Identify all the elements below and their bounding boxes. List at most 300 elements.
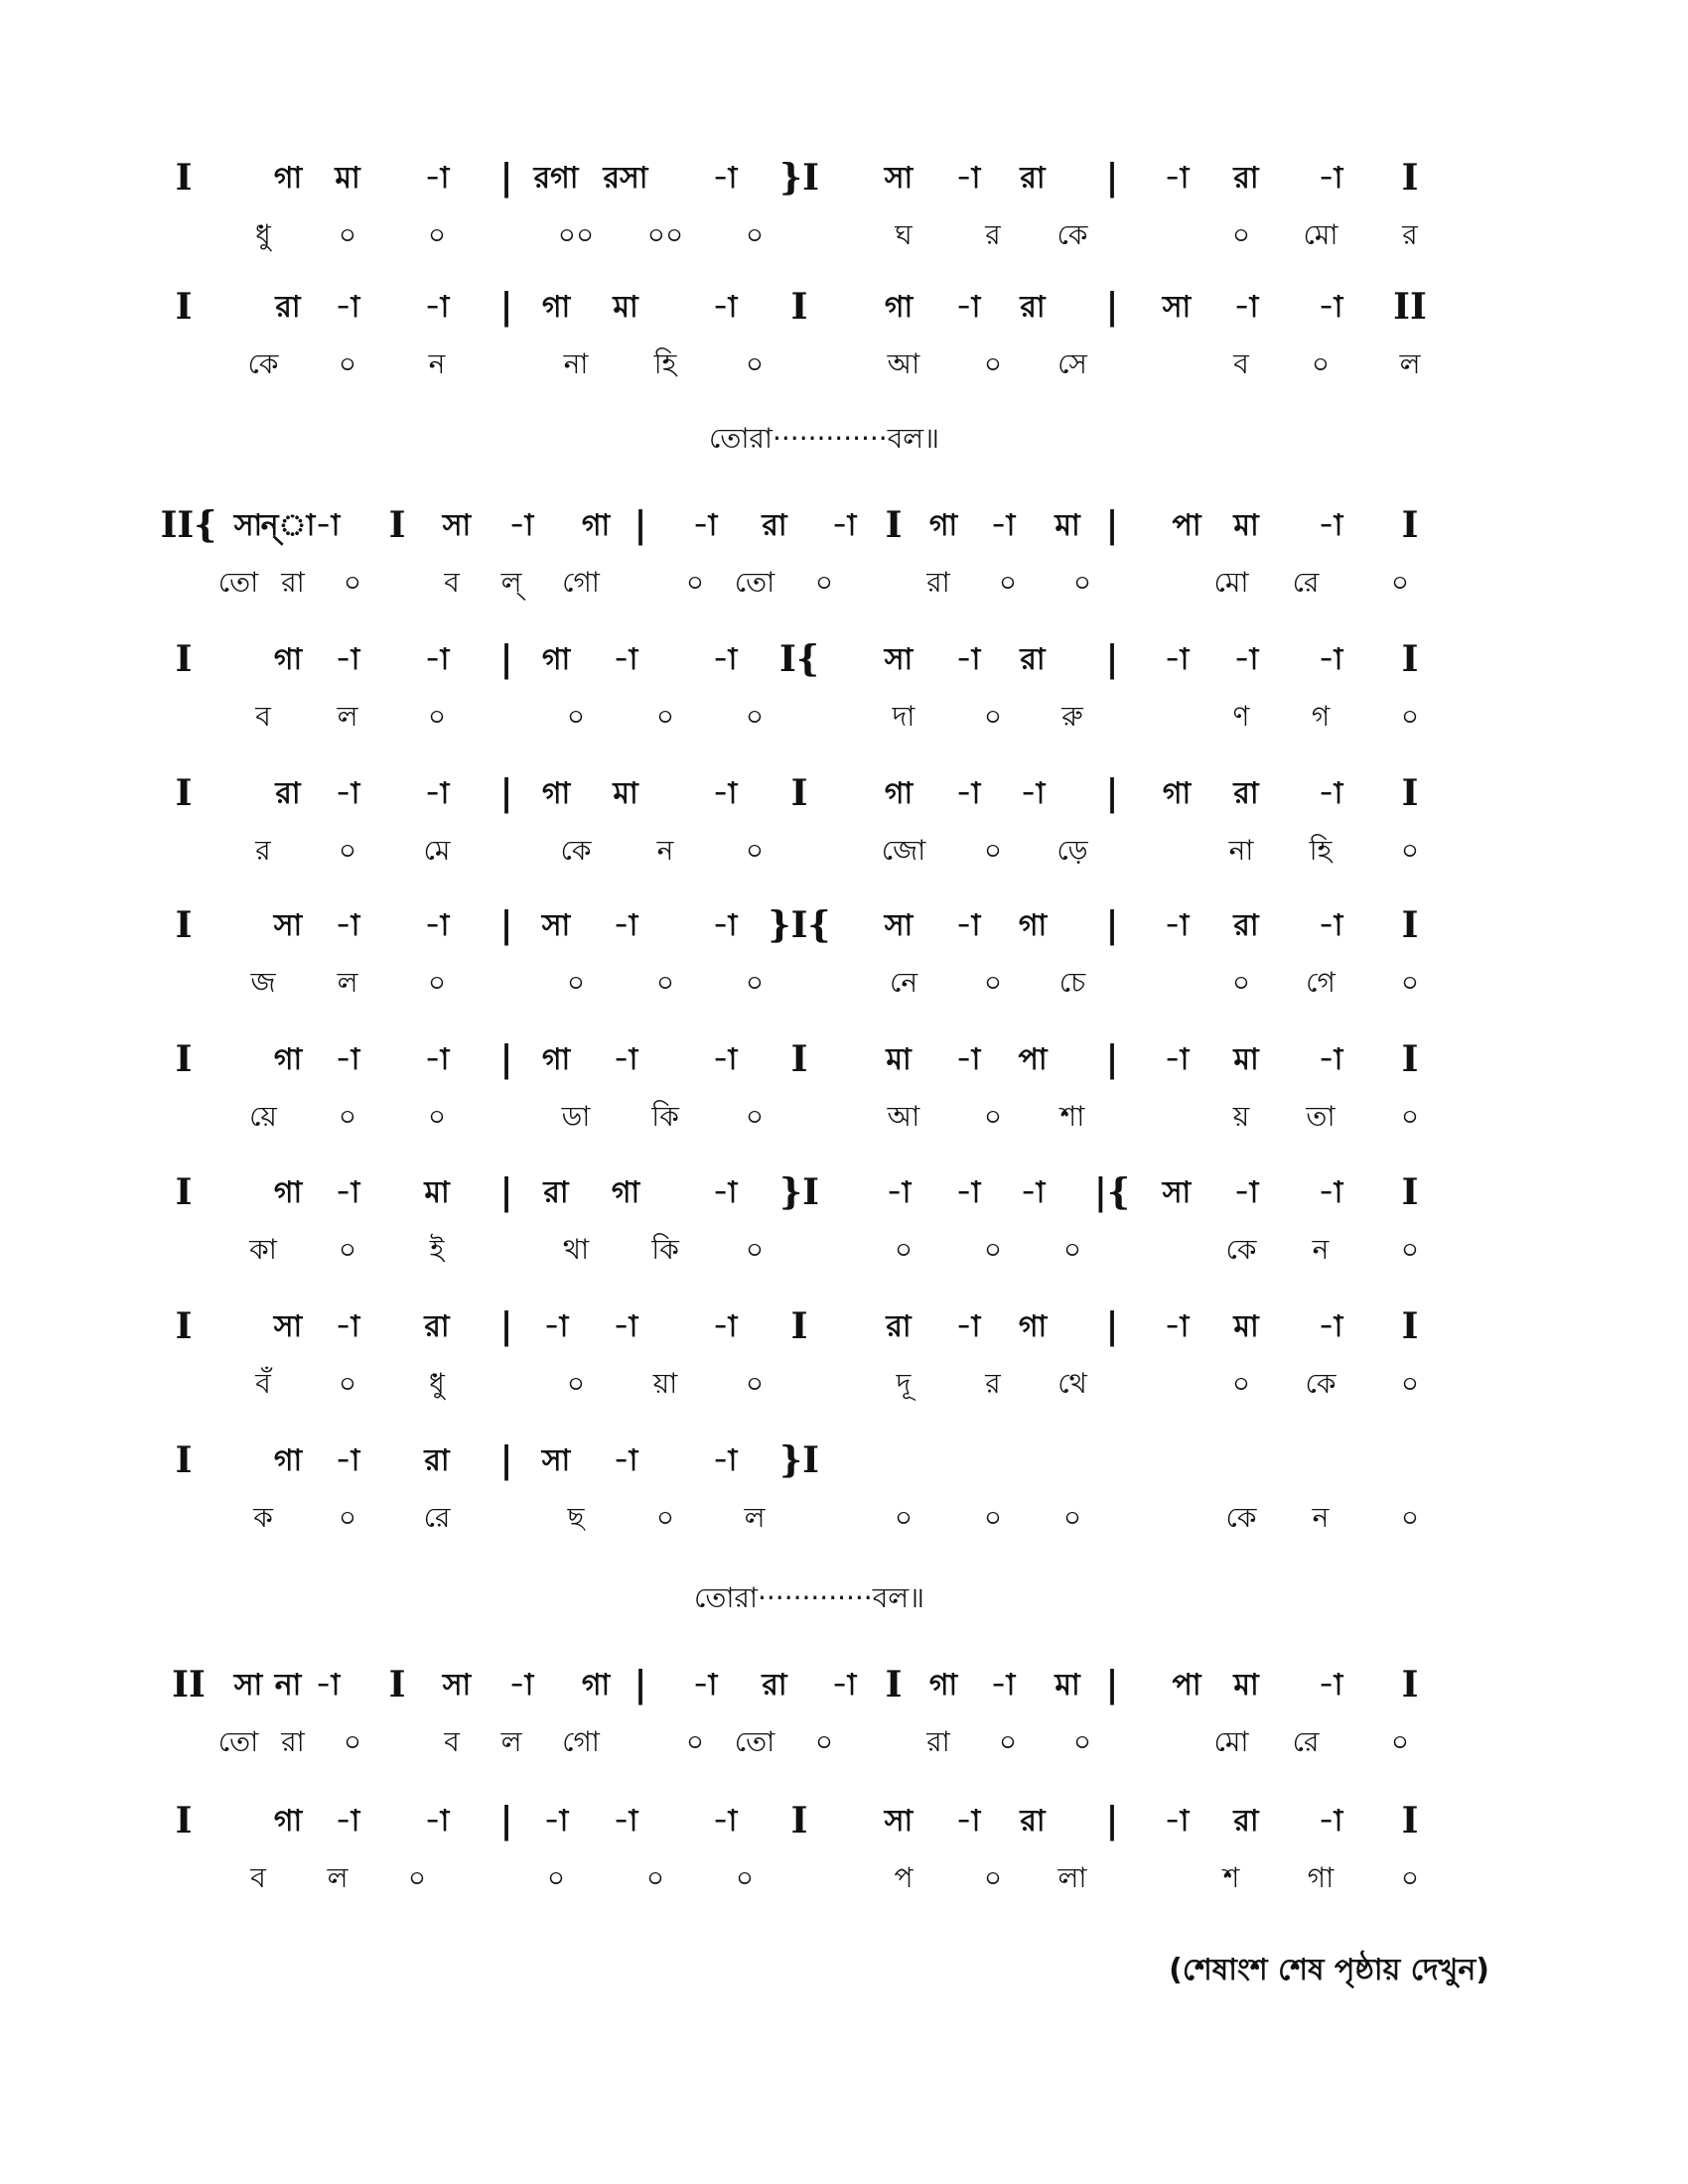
lyric-syllable: ণ (1232, 700, 1250, 733)
swara-note: গা (541, 1042, 571, 1077)
barline-marker: }I (779, 1439, 819, 1481)
lyric-syllable: ০ (338, 1367, 357, 1400)
swara-note: মা (1233, 1042, 1259, 1077)
lyric-syllable: ০ (998, 1725, 1018, 1758)
swara-note: রা (1233, 161, 1259, 196)
swara-note: -া (613, 1309, 638, 1344)
lyric-syllable: ০ (745, 1100, 765, 1133)
lyric-syllable: কি (651, 1100, 679, 1133)
swara-note: -া (315, 1668, 341, 1703)
swara-note: গা (581, 1668, 611, 1703)
barline-marker: | (499, 1038, 513, 1080)
barline-marker: I (790, 1800, 808, 1842)
swara-note: রা (275, 290, 301, 325)
swara-note: -া (613, 1804, 638, 1839)
lyric-syllable: ড়ে (1056, 834, 1088, 867)
lyric-syllable: ০ (655, 966, 675, 999)
lyric-syllable: ০ (338, 1100, 357, 1133)
lyric-syllable: কা (249, 1233, 277, 1266)
swara-note: -া (1233, 290, 1259, 325)
lyric-syllable: তো (217, 566, 259, 599)
lyric-syllable: ০ (1400, 700, 1420, 733)
lyric-syllable: ০ (1062, 1233, 1082, 1266)
lyric-syllable: থা (562, 1233, 590, 1266)
lyric-syllable: তো (217, 1725, 259, 1758)
swara-note: -া (1164, 161, 1190, 196)
refrain-line: তোরা·············বল॥ (708, 422, 940, 455)
barline-marker: I (1401, 157, 1419, 199)
lyric-syllable: বঁ (255, 1367, 271, 1400)
lyric-syllable: ল (744, 1501, 766, 1534)
lyric-syllable: গে (1306, 966, 1336, 999)
swara-note: -া (831, 1668, 857, 1703)
lyric-syllable: ০ (407, 1861, 427, 1894)
lyric-syllable: ০ (338, 347, 357, 380)
swara-note: -া (1020, 1175, 1046, 1210)
barline-marker: | (499, 638, 513, 680)
lyric-syllable: ন (656, 834, 674, 867)
swara-note: -া (712, 1175, 738, 1210)
swara-note: -া (1233, 1175, 1259, 1210)
lyric-syllable: প (894, 1861, 914, 1894)
lyric-syllable: ০ (566, 700, 586, 733)
swara-note: -া (1318, 642, 1343, 677)
lyric-syllable: রে (1292, 566, 1320, 599)
lyric-syllable: ল (1399, 347, 1421, 380)
barline-marker: | (499, 157, 513, 199)
swara-note: মা (1055, 1668, 1080, 1703)
lyric-syllable: হি (653, 347, 677, 380)
lyric-syllable: মো (1303, 218, 1338, 251)
lyric-syllable: ০ (983, 1100, 1003, 1133)
lyric-syllable: দা (892, 700, 915, 733)
lyric-syllable: ০ (894, 1501, 914, 1534)
swara-note: -া (1318, 776, 1343, 811)
swara-note: গা (273, 1804, 303, 1839)
barline-marker: I (175, 1439, 193, 1481)
barline-marker: | (633, 1664, 647, 1706)
lyric-syllable: ০ (1072, 1725, 1092, 1758)
swara-note: -া (424, 161, 450, 196)
lyric-syllable: ০ (566, 1367, 586, 1400)
barline-marker: I (175, 904, 193, 946)
lyric-syllable: ল (337, 700, 358, 733)
barline-marker: | (499, 1171, 513, 1213)
swara-note: -া (335, 1309, 360, 1344)
lyric-syllable: ০ (1072, 566, 1092, 599)
lyric-syllable: র (985, 218, 1001, 251)
barline-marker: | (499, 1800, 513, 1842)
barline-marker: | (1105, 904, 1119, 946)
swara-note: গা (1162, 776, 1192, 811)
swara-note: -া (1164, 1804, 1190, 1839)
lyric-syllable: কে (1225, 1233, 1257, 1266)
swara-note: মা (1233, 1309, 1259, 1344)
barline-marker: | (1105, 1800, 1119, 1842)
continued-note: (শেষাংশ শেষ পৃষ্ঠায় দেখুন) (1169, 1953, 1489, 1987)
barline-marker: | (1105, 1305, 1119, 1347)
barline-marker: | (499, 904, 513, 946)
swara-note: সা (541, 908, 571, 943)
barline-marker: II (172, 1664, 206, 1706)
lyric-syllable: ০ (745, 347, 765, 380)
lyric-syllable: ন (1312, 1501, 1330, 1534)
swara-note: সা (884, 161, 914, 196)
lyric-syllable: য়া (652, 1367, 678, 1400)
lyric-syllable: ০ (343, 1725, 362, 1758)
lyric-syllable: ০ (983, 966, 1003, 999)
barline-marker: I (885, 504, 903, 546)
swara-note: সা (1162, 1175, 1192, 1210)
lyric-syllable: তো (734, 1725, 775, 1758)
swara-note: পা (1172, 1668, 1201, 1703)
lyric-syllable: ০ (998, 566, 1018, 599)
lyric-syllable: কে (1305, 1367, 1336, 1400)
lyric-syllable: ই (429, 1233, 445, 1266)
lyric-syllable: রা (281, 566, 305, 599)
swara-note: সা (541, 1443, 571, 1478)
barline-marker: }I (779, 1171, 819, 1213)
swara-note: -া (543, 1309, 569, 1344)
swara-note: -া (712, 1804, 738, 1839)
swara-note: রা (1020, 1804, 1046, 1839)
lyric-syllable: ল্ (500, 566, 522, 599)
lyric-syllable: ০ (983, 1233, 1003, 1266)
lyric-syllable: ০ (814, 566, 834, 599)
swara-note: গা (581, 508, 611, 543)
swara-note: -া (424, 290, 450, 325)
swara-note: -া (335, 1042, 360, 1077)
swara-note: মা (886, 1042, 912, 1077)
lyric-syllable: ০ (745, 1367, 765, 1400)
swara-note: রা (275, 776, 301, 811)
barline-marker: I (790, 1305, 808, 1347)
barline-marker: | (499, 772, 513, 814)
lyric-syllable: ০ (566, 966, 586, 999)
swara-note: মা (1233, 1668, 1259, 1703)
swara-note: রা (424, 1309, 450, 1344)
swara-note: রা (886, 1309, 912, 1344)
swara-note: -া (335, 1175, 360, 1210)
lyric-syllable: ডা (561, 1100, 591, 1133)
barline-marker: | (1105, 286, 1119, 328)
lyric-syllable: ০ (1231, 1367, 1251, 1400)
swara-note: সা (1162, 290, 1192, 325)
swara-note: মা (1055, 508, 1080, 543)
swara-note: গা (273, 1042, 303, 1077)
swara-note: সা (273, 908, 303, 943)
swara-note: -া (335, 908, 360, 943)
swara-note: -া (508, 1668, 534, 1703)
swara-note: -া (335, 1443, 360, 1478)
lyric-syllable: থে (1057, 1367, 1087, 1400)
swara-note: -া (712, 1443, 738, 1478)
swara-note: রা (762, 508, 787, 543)
lyric-syllable: র (255, 834, 271, 867)
barline-marker: | (499, 1305, 513, 1347)
lyric-syllable: ০ (1390, 566, 1410, 599)
lyric-syllable: ০ (427, 218, 447, 251)
lyric-syllable: ব (255, 700, 271, 733)
swara-note: রা (762, 1668, 787, 1703)
lyric-syllable: কে (247, 347, 279, 380)
lyric-syllable: আ (887, 347, 920, 380)
swara-note: -া (1318, 1668, 1343, 1703)
lyric-syllable: ০ (983, 834, 1003, 867)
swara-note: -া (990, 508, 1016, 543)
lyric-syllable: ০ (338, 1501, 357, 1534)
lyric-syllable: ০ (427, 700, 447, 733)
swara-note: -া (692, 508, 718, 543)
lyric-syllable: ন (428, 347, 446, 380)
swara-note: রা (1020, 642, 1046, 677)
lyric-syllable: লা (1057, 1861, 1087, 1894)
barline-marker: | (499, 286, 513, 328)
swara-note: -া (613, 1443, 638, 1478)
lyric-syllable: ০ (745, 966, 765, 999)
lyric-syllable: মো (1213, 1725, 1249, 1758)
swara-note: -া (424, 1804, 450, 1839)
lyric-syllable: ল (337, 966, 358, 999)
barline-marker: I{ (779, 638, 819, 680)
lyric-syllable: ০ (745, 700, 765, 733)
swara-note: -া (543, 1804, 569, 1839)
lyric-syllable: রে (1292, 1725, 1320, 1758)
barline-marker: I (175, 1800, 193, 1842)
swara-note: -া (955, 776, 981, 811)
lyric-syllable: মে (423, 834, 451, 867)
lyric-syllable: ব (1233, 347, 1249, 380)
lyric-syllable: ০ (1062, 1501, 1082, 1534)
lyric-syllable: ০ (745, 1233, 765, 1266)
lyric-syllable: ০ (983, 1501, 1003, 1534)
swara-note: -া (1318, 1309, 1343, 1344)
swara-note: -া (1318, 1804, 1343, 1839)
swara-note: -া (955, 161, 981, 196)
swara-note: -া (335, 1804, 360, 1839)
swara-note: -া (1318, 1175, 1343, 1210)
lyric-syllable: রা (926, 566, 950, 599)
swara-note: -া (955, 1309, 981, 1344)
lyric-syllable: ০ (427, 1100, 447, 1133)
swara-note: সা (233, 508, 263, 543)
swara-note: সা (233, 1668, 263, 1703)
swara-note: -া (712, 776, 738, 811)
barline-marker: I (175, 1305, 193, 1347)
swara-note: রা (1020, 161, 1046, 196)
swara-note: গা (928, 508, 958, 543)
swara-note: -া (712, 908, 738, 943)
swara-note: গা (884, 776, 914, 811)
swara-note: -া (955, 1042, 981, 1077)
swara-note: -া (315, 508, 341, 543)
lyric-syllable: ০ (983, 1861, 1003, 1894)
barline-marker: I (790, 1038, 808, 1080)
barline-marker: I (790, 286, 808, 328)
lyric-syllable: না (1228, 834, 1254, 867)
swara-note: না (274, 1668, 302, 1703)
swara-note: -া (712, 161, 738, 196)
lyric-syllable: মো (1213, 566, 1249, 599)
lyric-syllable: ০ (338, 218, 357, 251)
lyric-syllable: গ (1311, 700, 1331, 733)
lyric-syllable: ০ (546, 1861, 566, 1894)
lyric-syllable: ব (444, 1725, 460, 1758)
barline-marker: | (1105, 504, 1119, 546)
lyric-syllable: ০ (1231, 966, 1251, 999)
lyric-syllable: ০ (685, 566, 705, 599)
lyric-syllable: ০ (655, 1501, 675, 1534)
swara-note: গা (273, 1443, 303, 1478)
swara-note: মা (335, 161, 360, 196)
lyric-syllable: ০ (1400, 1861, 1420, 1894)
lyric-syllable: ন (1312, 1233, 1330, 1266)
swara-note: -া (1164, 1042, 1190, 1077)
lyric-syllable: হি (1309, 834, 1333, 867)
lyric-syllable: গা (1307, 1861, 1335, 1894)
lyric-syllable: ০০ (557, 218, 595, 251)
swara-note: -া (1020, 776, 1046, 811)
swara-note: -া (508, 508, 534, 543)
lyric-syllable: ০০ (646, 218, 684, 251)
lyric-syllable: ০ (1311, 347, 1331, 380)
barline-marker: | (1105, 1664, 1119, 1706)
swara-note: -া (955, 908, 981, 943)
lyric-syllable: ছ (567, 1501, 585, 1534)
lyric-syllable: ঘ (895, 218, 913, 251)
barline-marker: I (175, 772, 193, 814)
swara-note: মা (1233, 508, 1259, 543)
lyric-syllable: ০ (343, 566, 362, 599)
lyric-syllable: না (563, 347, 589, 380)
lyric-syllable: দূ (896, 1367, 912, 1400)
lyric-syllable: তা (1306, 1100, 1336, 1133)
swara-note: -া (424, 1042, 450, 1077)
barline-marker: I (1401, 638, 1419, 680)
swara-note: -া (955, 1175, 981, 1210)
swara-note: মা (613, 290, 638, 325)
swara-note: মা (424, 1175, 450, 1210)
lyric-syllable: র (985, 1367, 1001, 1400)
lyric-syllable: ০ (1231, 218, 1251, 251)
barline-marker: I (388, 504, 406, 546)
lyric-syllable: ০ (1400, 1100, 1420, 1133)
swara-note: সা (273, 1309, 303, 1344)
swara-note: -া (712, 1042, 738, 1077)
lyric-syllable: ০ (745, 218, 765, 251)
swara-note: -া (1164, 908, 1190, 943)
barline-marker: I (885, 1664, 903, 1706)
swara-note: -া (335, 290, 360, 325)
swara-note: -া (1318, 508, 1343, 543)
lyric-syllable: ক (253, 1501, 273, 1534)
barline-marker: | (499, 1439, 513, 1481)
barline-marker: I (388, 1664, 406, 1706)
barline-marker: I (175, 286, 193, 328)
swara-note: গা (928, 1668, 958, 1703)
swara-note: -া (712, 642, 738, 677)
swara-note: -া (613, 1042, 638, 1077)
lyric-syllable: ০ (814, 1725, 834, 1758)
lyric-syllable: ০ (655, 700, 675, 733)
barline-marker: I (790, 772, 808, 814)
lyric-syllable: ০ (983, 347, 1003, 380)
lyric-syllable: ০ (1400, 1367, 1420, 1400)
lyric-syllable: ল (327, 1861, 349, 1894)
lyric-syllable: ০ (894, 1233, 914, 1266)
barline-marker: I (1401, 904, 1419, 946)
swara-note: -া (1318, 290, 1343, 325)
swara-note: -া (955, 642, 981, 677)
lyric-syllable: সে (1057, 347, 1087, 380)
lyric-syllable: ০ (983, 700, 1003, 733)
swara-note: রা (424, 1443, 450, 1478)
lyric-syllable: য় (1232, 1100, 1250, 1133)
lyric-syllable: ধু (255, 218, 271, 251)
barline-marker: I (1401, 1305, 1419, 1347)
barline-marker: I (1401, 1800, 1419, 1842)
swara-note: -া (613, 908, 638, 943)
swara-note: গা (611, 1175, 640, 1210)
barline-marker: I (1401, 1038, 1419, 1080)
swara-note: -া (424, 642, 450, 677)
lyric-syllable: য়ে (249, 1100, 277, 1133)
swara-note: রা (543, 1175, 569, 1210)
swara-note: -া (424, 776, 450, 811)
swara-note: রসা (603, 161, 648, 196)
swara-note: সা (442, 508, 472, 543)
barline-marker: | (633, 504, 647, 546)
barline-marker: | (1105, 772, 1119, 814)
lyric-syllable: রা (926, 1725, 950, 1758)
lyric-syllable: ০ (1400, 966, 1420, 999)
swara-note: গা (884, 290, 914, 325)
lyric-syllable: ০ (745, 834, 765, 867)
lyric-syllable: ০ (338, 1233, 357, 1266)
lyric-syllable: জো (881, 834, 926, 867)
swara-note: -া (1233, 642, 1259, 677)
swara-note: মা (613, 776, 638, 811)
swara-note: -া (955, 1804, 981, 1839)
lyric-syllable: শা (1059, 1100, 1085, 1133)
lyric-syllable: ০ (427, 966, 447, 999)
lyric-syllable: ০ (1400, 1501, 1420, 1534)
barline-marker: I (1401, 1664, 1419, 1706)
barline-marker: |{ (1093, 1171, 1131, 1213)
barline-marker: II{ (160, 504, 217, 546)
swara-note: রা (1233, 908, 1259, 943)
barline-marker: }I{ (768, 904, 831, 946)
lyric-syllable: ০ (1390, 1725, 1410, 1758)
barline-marker: I (175, 1171, 193, 1213)
swara-note: সা (442, 1668, 472, 1703)
lyric-syllable: ০ (338, 834, 357, 867)
lyric-syllable: ০ (1400, 1233, 1420, 1266)
barline-marker: }I (779, 157, 819, 199)
swara-note: -া (712, 1309, 738, 1344)
barline-marker: I (175, 638, 193, 680)
lyric-syllable: রু (1061, 700, 1083, 733)
lyric-syllable: কে (1225, 1501, 1257, 1534)
lyric-syllable: গো (562, 566, 600, 599)
swara-note: সা (884, 908, 914, 943)
lyric-syllable: আ (887, 1100, 920, 1133)
lyric-syllable: রে (423, 1501, 451, 1534)
lyric-syllable: গো (562, 1725, 600, 1758)
lyric-syllable: ০ (735, 1861, 755, 1894)
barline-marker: I (175, 1038, 193, 1080)
swara-note: -া (831, 508, 857, 543)
